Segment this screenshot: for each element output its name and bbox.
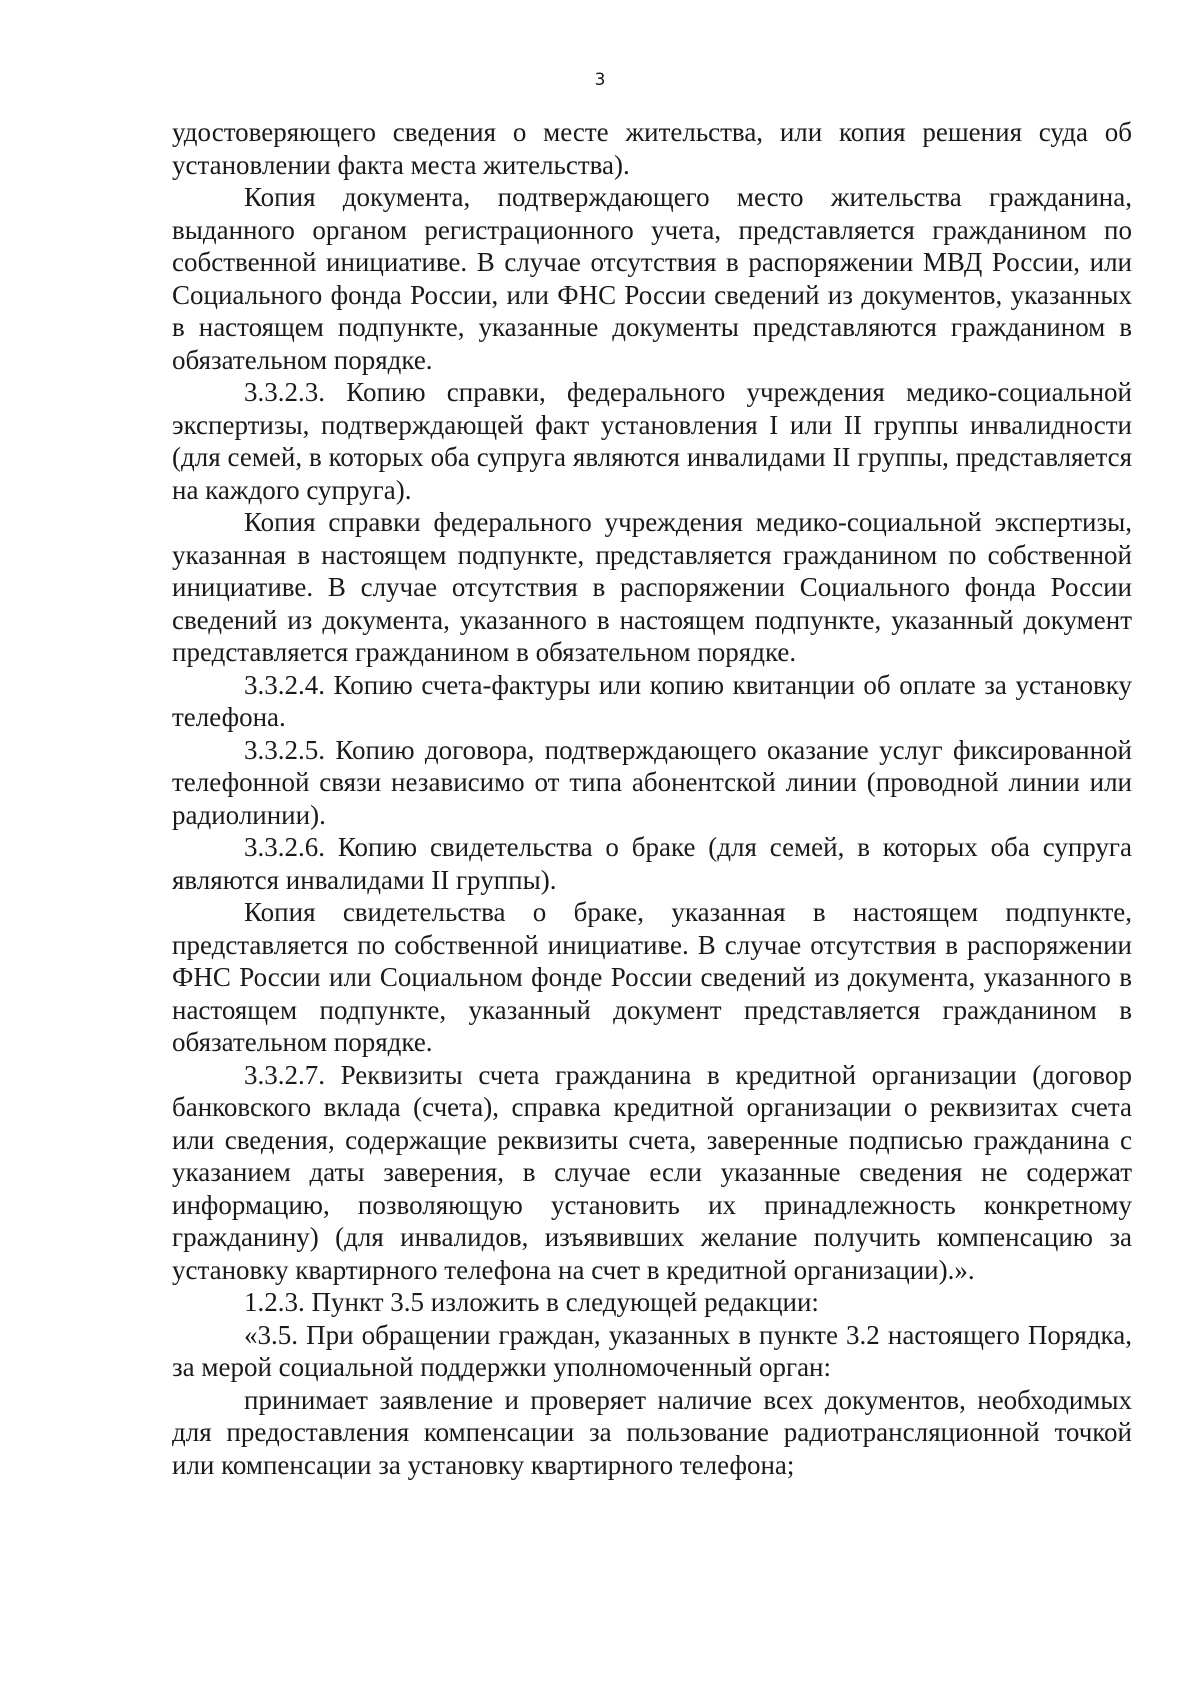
paragraph: Копия справки федерального учреждения медико-социальной экспертизы, указанная в настоящем подпункте, представляется гражданином по собственной инициативе. В случае отсутствия в распоряжении Социального фонда России сведений из документа, указанного в настоящем подпункте, указанный документ представляется гражданином в обязательном порядке.: [172, 507, 1132, 667]
paragraph-1-2-3: 1.2.3. Пункт 3.5 изложить в следующей редакции:: [244, 1287, 819, 1317]
paragraph: Копия документа, подтверждающего место жительства гражданина, выданного органом регистрационного учета, представляется гражданином по собственной инициативе. В случае отсутствия в распоряжении МВД России, или Социального фонда России, или ФНС России сведений из документов, указанных в настоящем подпункте, указанные документы представляются гражданином в обязательном порядке.: [172, 182, 1132, 375]
paragraph-continuation: удостоверяющего сведения о месте жительства, или копия решения суда об установлении факта места жительства).: [172, 117, 1132, 180]
paragraph-3-5: «3.5. При обращении граждан, указанных в пункте 3.2 настоящего Порядка, за мерой социальной поддержки уполномоченный орган:: [172, 1319, 1132, 1382]
paragraph: Копия свидетельства о браке, указанная в настоящем подпункте, представляется по собственной инициативе. В случае отсутствия в распоряжении ФНС России или Социальном фонде России сведений из документа, указанного в настоящем подпункте, указанный документ представляется гражданином в обязательном порядке.: [172, 897, 1132, 1057]
paragraph-3-3-2-4: 3.3.2.4. Копию счета-фактуры или копию квитанции об оплате за установку телефона.: [172, 669, 1132, 732]
paragraph-3-3-2-5: 3.3.2.5. Копию договора, подтверждающего оказание услуг фиксированной телефонной связи независимо от типа абонентской линии (проводной линии или радиолинии).: [172, 734, 1132, 830]
paragraph-3-3-2-3: 3.3.2.3. Копию справки, федерального учреждения медико-социальной экспертизы, подтверждающей факт установления I или II группы инвалидности (для семей, в которых оба супруга являются инвалидами II группы, представляется на каждого супруга).: [172, 377, 1132, 505]
paragraph: принимает заявление и проверяет наличие всех документов, необходимых для предоставления компенсации за пользование радиотрансляционной точкой или компенсации за установку квартирного телефона;: [172, 1384, 1132, 1480]
document-body: [172, 116, 1132, 1481]
page-number: 3: [594, 70, 606, 90]
paragraph-3-3-2-6: 3.3.2.6. Копию свидетельства о браке (для семей, в которых оба супруга являются инвалидами II группы).: [172, 832, 1132, 895]
paragraph-3-3-2-7: 3.3.2.7. Реквизиты счета гражданина в кредитной организации (договор банковского вклада (счета), справка кредитной организации о реквизитах счета или сведения, содержащие реквизиты счета, заверенные подписью гражданина с указанием даты заверения, в случае если указанные сведения не содержат информацию, позволяющую установить их принадлежность конкретному гражданину) (для инвалидов, изъявивших желание получить компенсацию за установку квартирного телефона на счет в кредитной организации).».: [172, 1059, 1132, 1285]
